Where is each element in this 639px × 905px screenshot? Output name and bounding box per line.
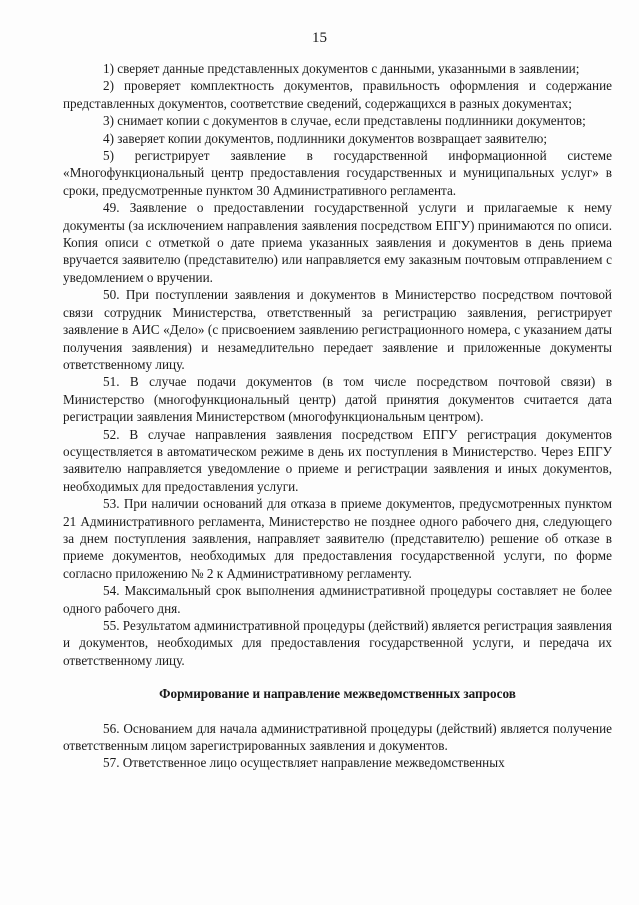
paragraph-50: 50. При поступлении заявления и документов в Министерство посредством почтовой связи сотрудник Министерства, ответственный за регистрацию заявления, регистрирует заявление в АИС «Дело» (с присвоением заявлению регистрационного номера, с указанием даты получения заявления) и незамедлительно передает заявление и приложенные документы ответственному лицу.	[63, 287, 612, 372]
paragraph-51: 51. В случае подачи документов (в том числе посредством почтовой связи) в Министерство (многофункциональный центр) датой принятия документов считается дата регистрации заявления Министерством (многофункциональным центром).	[63, 374, 612, 425]
paragraph-57: 57. Ответственное лицо осуществляет направление межведомственных	[103, 755, 505, 771]
paragraph-53: 53. При наличии оснований для отказа в приеме документов, предусмотренных пунктом 21 Административного регламента, Министерство не позднее одного рабочего дня, следующего за днем поступления заявления, направляет заявителю (представителю) решение об отказе в приеме документов, необходимых для предоставления государственной услуги, по форме согласно приложению № 2 к Административному регламенту.	[63, 496, 612, 581]
paragraph-item-4: 4) заверяет копии документов, подлинники документов возвращает заявителю;	[103, 130, 548, 146]
paragraph-56: 56. Основанием для начала административной процедуры (действий) является получение ответственным лицом зарегистрированных заявления и документов.	[63, 720, 612, 754]
page-number: 15	[312, 30, 327, 46]
paragraph-54: 54. Максимальный срок выполнения административной процедуры составляет не более одного рабочего дня.	[63, 583, 612, 616]
paragraph-item-5: 5) регистрирует заявление в государственной информационной системе «Многофункциональный центр предоставления государственных и муниципальных услуг» в сроки, предусмотренные пунктом 30 Административного регламента.	[63, 148, 612, 198]
section-heading: Формирование и направление межведомственных запросов	[159, 686, 516, 702]
paragraph-item-1: 1) сверяет данные представленных документов с данными, указанными в заявлении;	[103, 61, 580, 76]
paragraph-item-2: 2) проверяет комплектность документов, правильность оформления и содержание представленных документов, соответствие сведений, содержащихся в разных документах;	[63, 78, 612, 111]
paragraph-49: 49. Заявление о предоставлении государственной услуги и прилагаемые к нему документы (за исключением направления заявления посредством ЕПГУ) принимаются по описи. Копия описи с отметкой о дате приема указанных заявления и документов в день приема вручается заявителю (представителю) или направляется ему заказным почтовым отправлением с уведомлением о вручении.	[63, 200, 612, 285]
paragraph-55: 55. Результатом административной процедуры (действий) является регистрация заявления и документов, необходимых для предоставления государственной услуги, и передача их ответственному лицу.	[63, 618, 612, 668]
paragraph-item-3: 3) снимает копии с документов в случае, если представлены подлинники документов;	[103, 113, 586, 129]
document-body	[63, 60, 612, 772]
paragraph-52: 52. В случае направления заявления посредством ЕПГУ регистрация документов осуществляется в автоматическом режиме в день их поступления в Министерство. Через ЕПГУ заявителю направляется уведомление о приеме и регистрации заявления и иных документов, необходимых для предоставления услуги.	[63, 426, 612, 494]
